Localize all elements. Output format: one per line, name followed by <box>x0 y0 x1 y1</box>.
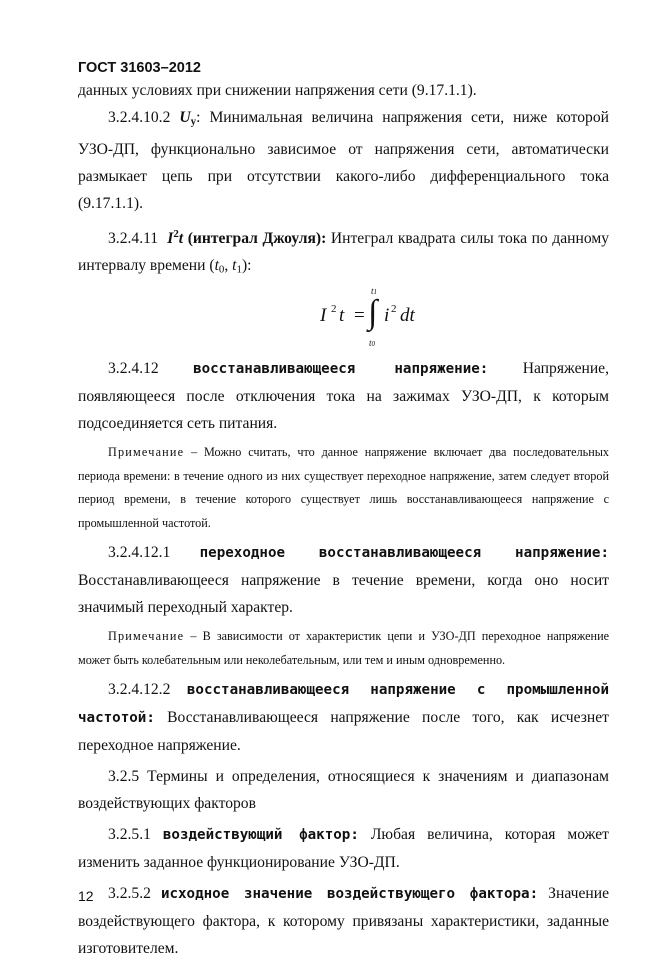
clause-3-2-4-12-2: 3.2.4.12.2 восстанавливающееся напряжение с промышленной частотой: Восстанавливающееся напряжение после того, как исчезнет переходное напряжение. <box>78 681 610 755</box>
clause-3-2-5-2: 3.2.5.2 исходное значение воздействующего фактора: Значение воздействующего фактора, к которому привязаны характеристики, заданные изготовителем. <box>78 885 609 958</box>
clause-3-2-4-10-2: 3.2.4.10.2 $U_y$: Минимальная величина напряжения сети, ниже которой УЗО-ДП, функционально зависимое от напряжения сети, автоматически размыкает цепь при отсутствии какого-либо дифференциального тока (9.17.1.1). <box>78 109 609 212</box>
clause-3-2-4-12-1: 3.2.4.12.1 переходное восстанавливающееся напряжение: Восстанавливающееся напряжение в течение времени, когда оно носит значимый переходный характер. <box>78 544 610 617</box>
clause-3-2-5: 3.2.5 Термины и определения, относящиеся к значениям и диапазонам воздействующих факторов <box>78 768 609 813</box>
formula-lhs-sup: 2 <box>331 303 337 316</box>
clause-3-2-4-11: 3.2.4.11 $I^2t$ (интеграл Джоуля): Интеграл квадрата силы тока по данному интервалу времени ($t_0$, $t_1$): <box>78 227 609 276</box>
formula-equals: = <box>354 305 365 327</box>
formula-upper-limit: t1 <box>371 286 378 297</box>
clause-3-2-5-1: 3.2.5.1 воздействующий фактор: Любая величина, которая может изменить заданное функционирование УЗО-ДП. <box>78 826 609 872</box>
clause-3-2-4-12: 3.2.4.12 восстанавливающееся напряжение: Напряжение, появляющееся после отключения тока на зажимах УЗО-ДП, к которым подсоединяется сеть питания. <box>78 360 609 433</box>
document-page <box>78 60 609 962</box>
paragraph-continuation: данных условиях при снижении напряжения сети (9.17.1.1). <box>78 82 477 99</box>
formula-rhs-dt: dt <box>400 305 415 327</box>
formula-lower-limit: t0 <box>369 338 376 349</box>
note-1: Примечание – Можно считать, что данное напряжение включает два последовательных периода времени: в течение одного из них существует переходное напряжение, затем следует второй период времени, в течение которого существует лишь восстанавливающееся напряжение с промышленной частотой. <box>78 445 610 530</box>
note-2: Примечание – В зависимости от характеристик цепи и УЗО-ДП переходное напряжение может быть колебательным или неколебательным, или тем и иным одновременно. <box>78 629 610 667</box>
document-header: ГОСТ 31603–2012 <box>78 60 201 76</box>
page-number: 12 <box>78 888 94 904</box>
joule-integral-formula <box>78 283 609 355</box>
formula-lhs-t: t <box>339 305 345 327</box>
formula-rhs-i: i <box>384 305 390 327</box>
formula-lhs-i: I <box>320 305 327 327</box>
formula-rhs-sup: 2 <box>391 303 397 316</box>
formula-integral-sign: ∫ <box>368 294 378 332</box>
